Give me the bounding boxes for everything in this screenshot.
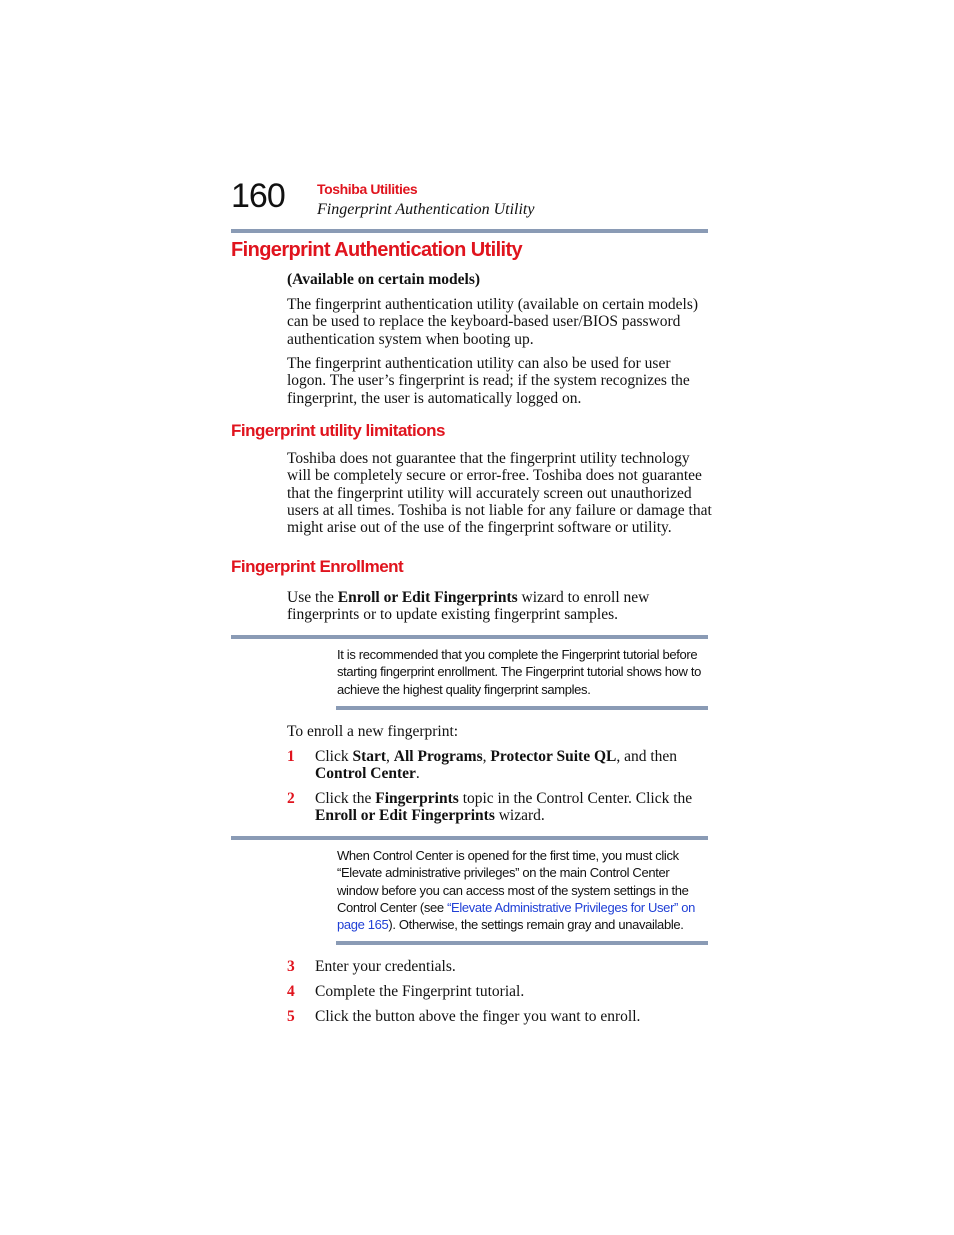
step-text: Click the button above the finger you want to enroll. xyxy=(315,1008,641,1025)
cross-reference-link[interactable]: “Elevate Administrative Privileges for User” on page 165 xyxy=(337,899,696,933)
step-number: 2 xyxy=(287,790,295,807)
limitations-paragraph: Toshiba does not guarantee that the fingerprint utility technology will be completely secure or error-free. Toshiba does not guarantee that the fingerprint utility will accurately screen out unauthorized users at all times. Toshiba is not liable for any failure or damage that might arise out of the use of the fingerprint software or utility. xyxy=(287,450,712,537)
note-top-rule xyxy=(231,836,708,840)
limitations-heading: Fingerprint utility limitations xyxy=(231,421,445,440)
header-rule xyxy=(231,229,708,233)
step-text: Complete the Fingerprint tutorial. xyxy=(315,983,525,1000)
note-tutorial: It is recommended that you complete the Fingerprint tutorial before starting fingerprint enrollment. The Fingerprint tutorial shows how to achieve the highest quality fingerprint samples. xyxy=(337,647,702,697)
step-text: Click the Fingerprints topic in the Control Center. Click the Enroll or Edit Fingerprints wizard. xyxy=(315,790,693,825)
note-top-rule xyxy=(231,635,708,639)
section-title: Fingerprint Authentication Utility xyxy=(231,239,523,261)
running-header-section: Fingerprint Authentication Utility xyxy=(317,201,535,218)
step-text: Click Start, All Programs, Protector Suite QL, and then Control Center. xyxy=(315,748,678,783)
enrollment-paragraph: Use the Enroll or Edit Fingerprints wizard to enroll new fingerprints or to update existing fingerprint samples. xyxy=(287,589,650,624)
enrollment-heading: Fingerprint Enrollment xyxy=(231,557,404,576)
step-number: 1 xyxy=(287,748,295,765)
page-number: 160 xyxy=(231,177,285,215)
step-number: 3 xyxy=(287,958,295,975)
step-text: Enter your credentials. xyxy=(315,958,456,975)
note-bottom-rule xyxy=(336,706,708,710)
steps-lead: To enroll a new fingerprint: xyxy=(287,723,459,740)
note-control-center: When Control Center is opened for the first time, you must click “Elevate administrative privileges” on the main Control Center window before you can access most of the system settings in the Control Center (see “Elevate Administrative Privileges for User” on page 165). Otherwise, the settings remain gray and unavailable. xyxy=(337,848,696,933)
running-header-chapter: Toshiba Utilities xyxy=(317,181,418,197)
intro-paragraph-1: The fingerprint authentication utility (available on certain models) can be used to replace the keyboard-based user/BIOS password authentication system when booting up. xyxy=(287,296,699,348)
step-number: 4 xyxy=(287,983,295,1000)
intro-paragraph-2: The fingerprint authentication utility can also be used for user logon. The user’s fingerprint is read; if the system recognizes the fingerprint, the user is automatically logged on. xyxy=(287,355,690,407)
step-number: 5 xyxy=(287,1008,295,1025)
note-bottom-rule xyxy=(336,941,708,945)
availability-note: (Available on certain models) xyxy=(287,271,481,288)
